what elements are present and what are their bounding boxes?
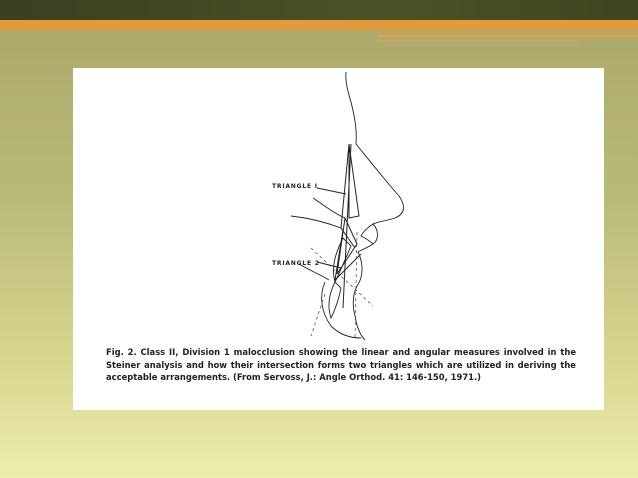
dashed-line-a	[311, 248, 373, 306]
title-bar	[0, 0, 638, 20]
figure-image	[73, 68, 604, 410]
triangle-1-label: TRIANGLE I	[272, 183, 318, 190]
dashed-line-b	[311, 294, 325, 336]
figure-caption	[106, 346, 576, 384]
facial-profile	[346, 72, 404, 340]
accent-line	[378, 34, 638, 37]
lip-outline	[361, 224, 373, 244]
accent-line-secondary	[378, 40, 578, 42]
triangle-1-pointer	[317, 188, 346, 194]
accent-stripe	[0, 20, 638, 30]
caption-text: Class II, Division 1 malocclusion showing the linear and angular measures involved in the Steiner analysis and how their intersection forms two triangles which are utilized in deriving the acceptable arrangements. (From Servoss, J.: Angle Orthod. 41: 146-150, 1971.)	[106, 347, 576, 383]
maxilla-line	[313, 198, 345, 218]
palate-line	[291, 216, 341, 228]
triangle-2-label: TRIANGLE 2	[272, 260, 320, 267]
caption-prefix: Fig. 2.	[106, 347, 137, 357]
incisor-lower	[329, 282, 341, 318]
